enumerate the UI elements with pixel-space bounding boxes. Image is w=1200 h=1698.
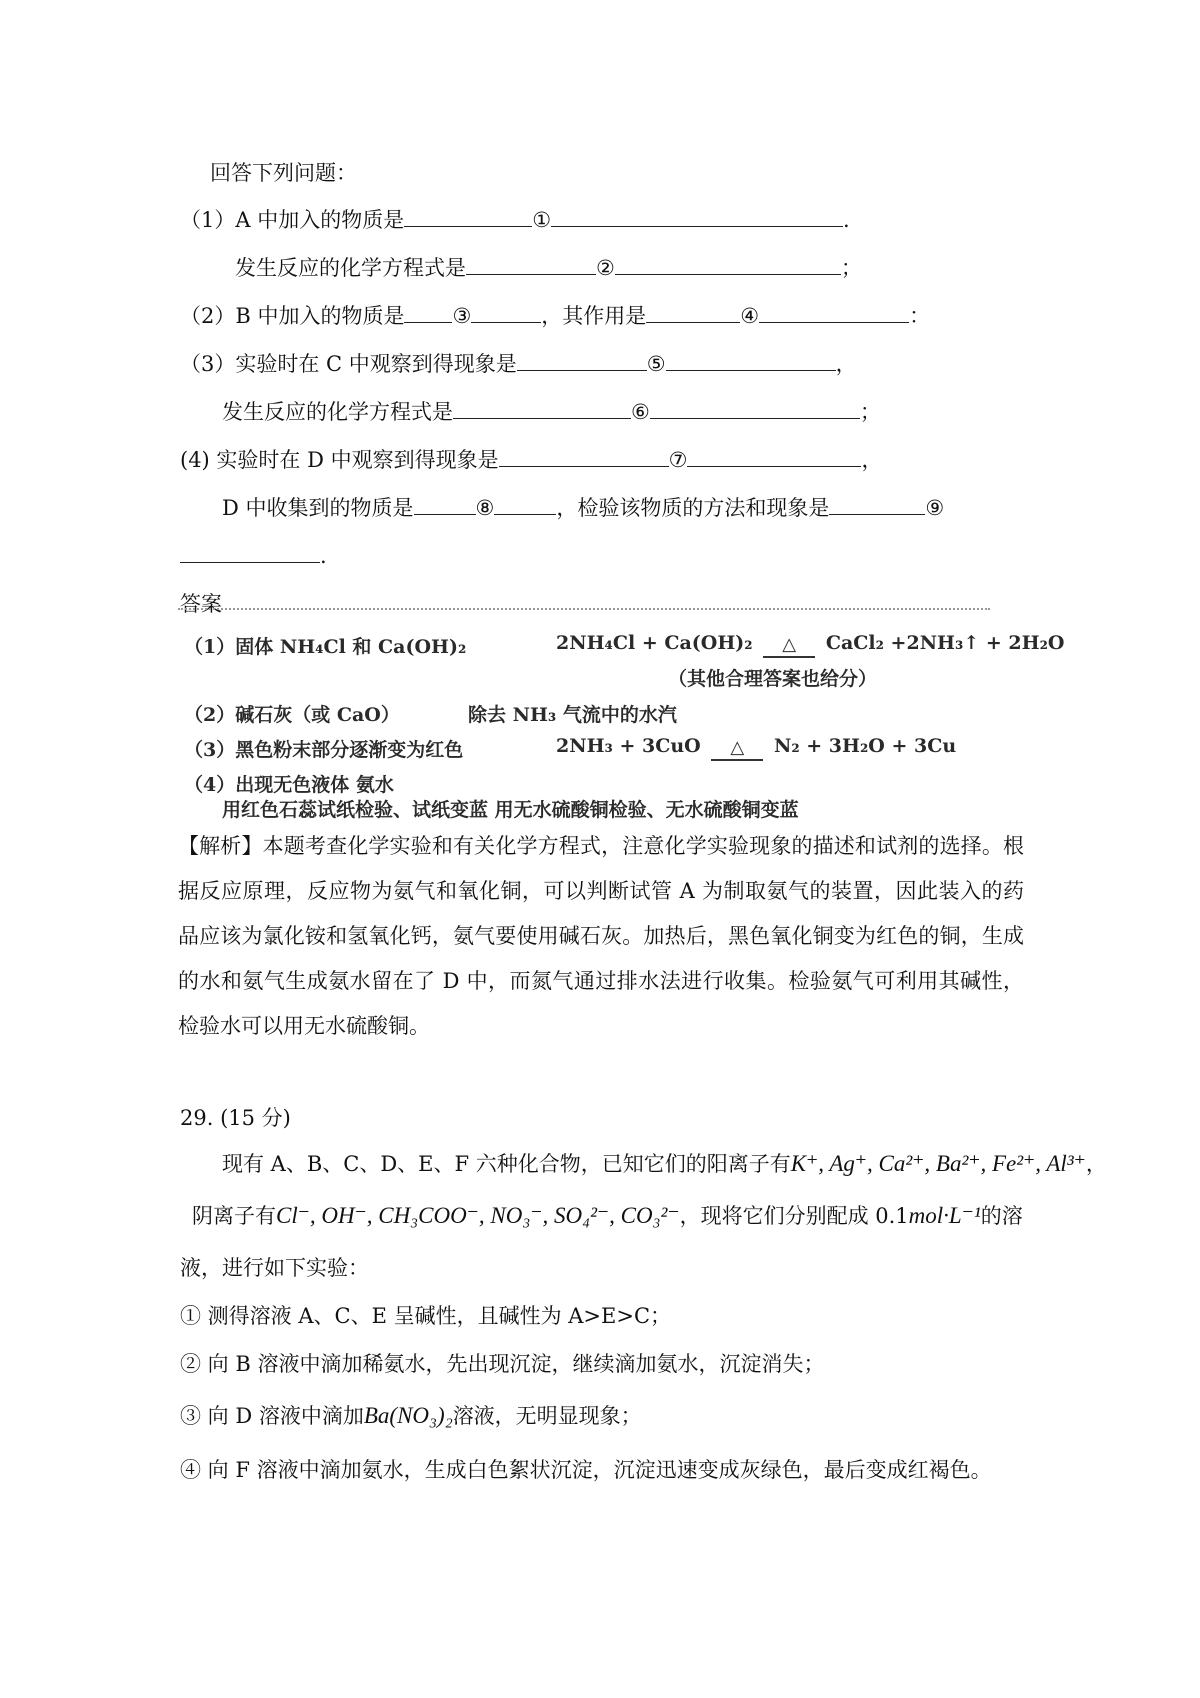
blank-6b[interactable] — [650, 398, 860, 419]
semicolon: ； — [840, 256, 862, 280]
experiment-2: ② 向 B 溶液中滴加稀氨水，先出现沉淀，继续滴加氨水，沉淀消失； — [180, 1352, 825, 1376]
q28-part2-label: （2）B 中加入的物质是 — [180, 304, 405, 328]
delta-glyph: △ — [782, 633, 797, 655]
blank-2b[interactable] — [615, 254, 841, 275]
answer-row-2a: （2）碱石灰（或 CaO） — [184, 704, 400, 726]
q29-line3: 液，进行如下实验： — [180, 1256, 369, 1280]
q29-line2 — [192, 1202, 1023, 1230]
q28-part3-label: （3）实验时在 C 中观察到得现象是 — [180, 352, 517, 376]
blank-4a[interactable] — [646, 302, 740, 323]
semicolon: ； — [859, 400, 881, 424]
answer-scan-block — [178, 608, 1065, 821]
blank-number-4: ④ — [740, 304, 760, 328]
q28-part1-sub-line — [235, 254, 862, 282]
analysis-text: 本题考查化学实验和有关化学方程式，注意化学实验现象的描述和试剂的选择。根据反应原理，反应物为氨气和氧化铜，可以判断试管 A 为制取氨气的装置，因此装入的药品应该为氯化铵和氢氧化钙，氨气要使用碱石灰。加热后，黑色氧化铜变为红色的铜，生成的水和氨气生成氨水留在了 D 中，而氮气通过排水法进行收集。检验氨气可利用其碱性，检验水可以用无水硫酸铜。 — [178, 834, 1025, 1038]
answer-row-3a: （3）黑色粉末部分逐渐变为红色 — [184, 739, 464, 761]
q28-part2-mid: ，其作用是 — [541, 304, 647, 328]
period: . — [843, 208, 850, 232]
blank-8a[interactable] — [414, 494, 476, 515]
analysis-tag: 【解析】 — [178, 834, 263, 858]
blank-5b[interactable] — [666, 350, 836, 371]
eq1-right: CaCl₂ +2NH₃↑ + 2H₂O — [825, 632, 1065, 654]
blank-4b[interactable] — [759, 302, 909, 323]
q29-line1-text: 现有 A、B、C、D、E、F 六种化合物，已知它们的阳离子有 — [222, 1152, 791, 1176]
answer-row-1-equation — [556, 632, 1064, 655]
answer-heading: 答案 — [180, 592, 222, 616]
blank-number-2: ② — [596, 256, 615, 280]
blank-number-1: ① — [532, 208, 552, 232]
comma: ， — [1085, 1152, 1107, 1176]
eq2-right: N₂ + 3H₂O + 3Cu — [773, 735, 957, 757]
blank-7b[interactable] — [687, 446, 861, 467]
anion-list: Cl⁻, OH⁻, CH₃COO⁻, NO₃⁻, SO₄²⁻, CO₃²⁻ — [276, 1203, 680, 1228]
answer-row-2b: 除去 NH₃ 气流中的水汽 — [468, 704, 677, 726]
q29-number: 29. (15 分) — [180, 1106, 291, 1130]
blank-1b[interactable] — [551, 206, 843, 227]
blank-5a[interactable] — [517, 350, 647, 371]
scan-edge — [178, 608, 990, 610]
blank-9a[interactable] — [829, 494, 925, 515]
period: . — [320, 544, 327, 568]
q28-part4-sub-label: D 中收集到的物质是 — [222, 496, 414, 520]
delta-heat-symbol — [759, 634, 819, 655]
experiment-3-b: 溶液，无明显现象； — [452, 1404, 642, 1428]
blank-8b[interactable] — [494, 494, 556, 515]
q29-line2-end: 的溶 — [980, 1204, 1023, 1228]
eq2-left: 2NH₃ + 3CuO — [556, 735, 701, 757]
concentration-unit: mol·L⁻¹ — [908, 1203, 981, 1228]
q28-part1-line — [180, 206, 850, 234]
answer-row-1a: （1）固体 NH₄Cl 和 Ca(OH)₂ — [184, 636, 467, 658]
blank-number-5: ⑤ — [646, 352, 666, 376]
q28-part3-sub-label: 发生反应的化学方程式是 — [222, 400, 453, 424]
cation-list: K⁺, Ag⁺, Ca²⁺, Ba²⁺, Fe²⁺, Al³⁺ — [790, 1151, 1086, 1176]
blank-2a[interactable] — [466, 254, 596, 275]
answer-row-4a: （4）出现无色液体 氨水 — [184, 774, 394, 796]
q28-part1-label: （1）A 中加入的物质是 — [180, 208, 405, 232]
answer-row-1-note: （其他合理答案也给分） — [668, 668, 878, 690]
blank-1a[interactable] — [404, 206, 532, 227]
blank-number-7: ⑦ — [668, 448, 688, 472]
comma: ， — [861, 448, 883, 472]
q28-part4-sub-mid: ，检验该物质的方法和现象是 — [556, 496, 830, 520]
blank-6a[interactable] — [453, 398, 631, 419]
blank-number-3: ③ — [452, 304, 472, 328]
experiment-4: ④ 向 F 溶液中滴加氨水，生成白色絮状沉淀，沉淀迅速变成灰绿色，最后变成红褐色。 — [180, 1458, 992, 1482]
blank-number-8: ⑧ — [475, 496, 495, 520]
q28-part4-sub-line — [222, 494, 944, 522]
answer-row-4b: 用红色石蕊试纸检验、试纸变蓝 用无水硫酸铜检验、无水硫酸铜变蓝 — [222, 799, 799, 821]
experiment-3-a: ③ 向 D 溶液中滴加 — [180, 1404, 364, 1428]
answer-row-3-equation — [556, 735, 956, 758]
delta-heat-symbol — [707, 737, 767, 758]
experiment-3 — [180, 1402, 642, 1430]
blank-7a[interactable] — [499, 446, 669, 467]
q28-part4-line — [180, 446, 882, 474]
experiment-1: ① 测得溶液 A、C、E 呈碱性，且碱性为 A>E>C； — [180, 1304, 672, 1328]
q28-part4-tail-line — [180, 542, 327, 570]
blank-number-6: ⑥ — [631, 400, 650, 424]
q28-part1-sub-label: 发生反应的化学方程式是 — [235, 256, 466, 280]
q28-part4-label: (4) 实验时在 D 中观察到得现象是 — [180, 448, 499, 472]
q28-intro: 回答下列问题： — [210, 161, 357, 185]
blank-3a[interactable] — [404, 302, 452, 323]
comma: ， — [835, 352, 857, 376]
blank-number-9: ⑨ — [925, 496, 945, 520]
q29-line1 — [222, 1150, 1107, 1178]
eq1-left: 2NH₄Cl + Ca(OH)₂ — [556, 632, 753, 654]
q28-part3-line — [180, 350, 857, 378]
delta-glyph: △ — [730, 736, 745, 758]
blank-9b[interactable] — [180, 542, 320, 563]
analysis-paragraph — [178, 824, 1024, 1049]
q29-line2-text: 阴离子有 — [192, 1204, 276, 1228]
barium-nitrate-formula: Ba(NO₃)₂ — [363, 1403, 453, 1428]
blank-3b[interactable] — [471, 302, 541, 323]
q29-line2-mid: ，现将它们分别配成 0.1 — [679, 1204, 909, 1228]
q28-part3-sub-line — [222, 398, 881, 426]
q28-part2-line — [180, 302, 930, 330]
colon: ： — [909, 304, 931, 328]
